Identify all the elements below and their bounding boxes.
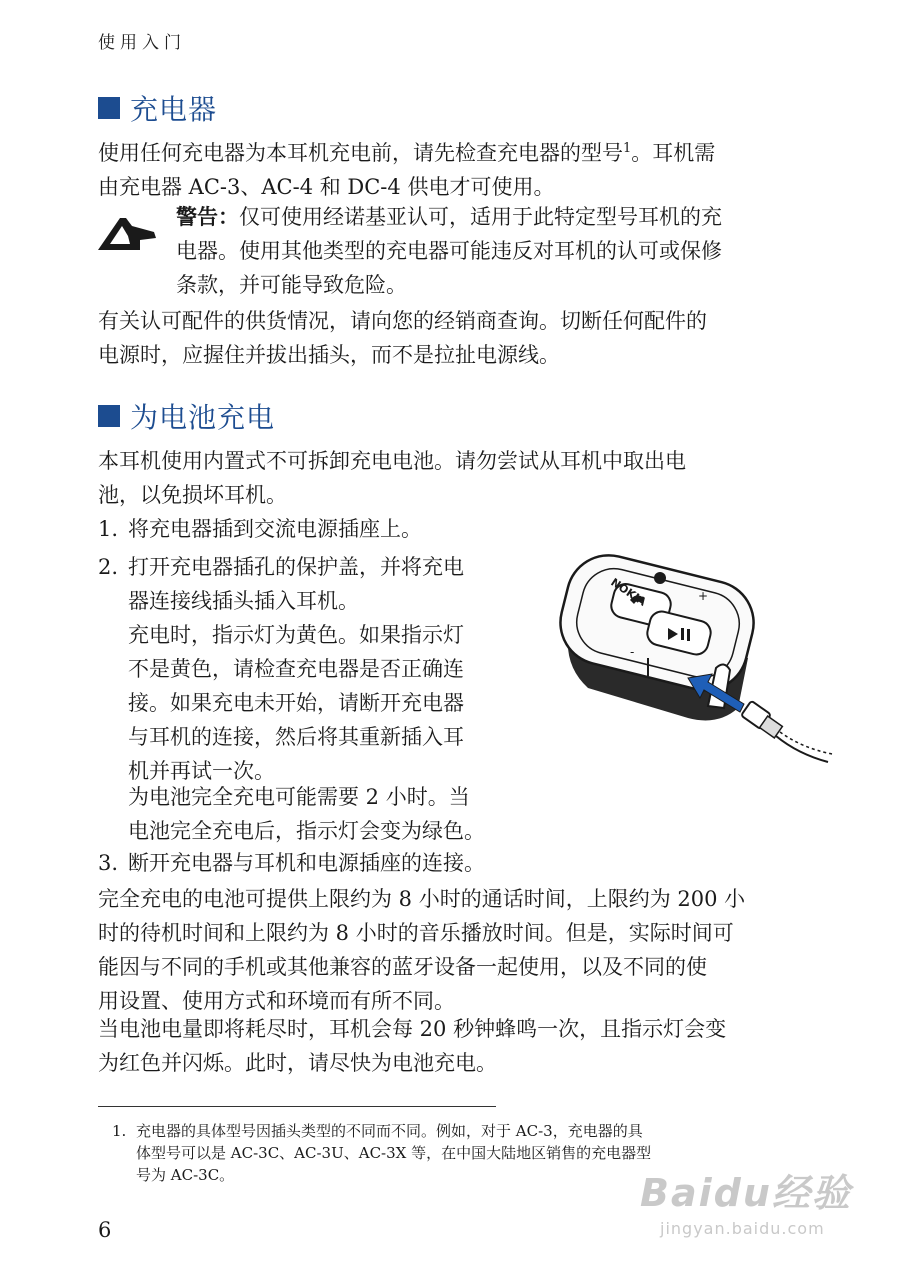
- svg-text:+: +: [698, 589, 709, 603]
- section-title-text: 为电池充电: [130, 401, 276, 434]
- footnote-line: 充电器的具体型号因插头类型的不同而不同。例如，对于 AC-3，充电器的具: [136, 1122, 643, 1140]
- headset-charging-illustration: [548, 548, 838, 768]
- step-number: 2.: [98, 555, 119, 579]
- talk-time-line: 能因与不同的手机或其他兼容的蓝牙设备一起使用，以及不同的使: [98, 955, 707, 979]
- status-line: 与耳机的连接，然后将其重新插入耳: [128, 725, 464, 749]
- accessories-line1: 有关认可配件的供货情况，请向您的经销商查询。切断任何配件的: [98, 309, 707, 333]
- watermark-logo: Baidu经验: [640, 1171, 852, 1215]
- page-number: 6: [98, 1218, 112, 1242]
- section-title-charging: [98, 396, 275, 436]
- step-text: 打开充电器插孔的保护盖，并将充电: [128, 555, 464, 579]
- heading-square-icon: [98, 97, 120, 119]
- warning-line1: [176, 200, 826, 234]
- step-2: [98, 550, 464, 618]
- battery-intro-line1: 本耳机使用内置式不可拆卸充电电池。请勿尝试从耳机中取出电: [98, 449, 686, 473]
- accessories-paragraph: [98, 304, 828, 372]
- footnote-divider: [98, 1106, 496, 1107]
- full-charge-line: 电池完全充电后，指示灯会变为绿色。: [128, 819, 485, 843]
- status-line: 不是黄色，请检查充电器是否正确连: [128, 657, 464, 681]
- footnote-ref[interactable]: 1: [623, 141, 632, 156]
- battery-intro-line2: 池，以免损坏耳机。: [98, 483, 287, 507]
- talk-time-line: 时的待机时间和上限约为 8 小时的音乐播放时间。但是，实际时间可: [98, 921, 734, 945]
- warning-text: 仅可使用经诺基亚认可，适用于此特定型号耳机的充: [239, 205, 722, 229]
- section-title-charger: [98, 88, 217, 128]
- watermark: [640, 1162, 860, 1252]
- full-charge-line: 为电池完全充电可能需要 2 小时。当: [128, 785, 470, 809]
- battery-intro: [98, 444, 828, 512]
- footnote-number: 1.: [112, 1122, 127, 1140]
- intro-text-tail: 。耳机需: [631, 141, 716, 165]
- low-battery-line: 为红色并闪烁。此时，请尽快为电池充电。: [98, 1051, 497, 1075]
- intro-text: 使用任何充电器为本耳机充电前，请先检查充电器的型号: [98, 141, 623, 165]
- step-text: 将充电器插到交流电源插座上。: [128, 517, 422, 541]
- section-title-text: 充电器: [130, 93, 218, 126]
- low-battery-line: 当电池电量即将耗尽时，耳机会每 20 秒钟蜂鸣一次，且指示灯会变: [98, 1017, 727, 1041]
- watermark-url: jingyan.baidu.com: [660, 1219, 825, 1238]
- step-number: 1.: [98, 517, 119, 541]
- step-text: 断开充电器与耳机和电源插座的连接。: [128, 851, 485, 875]
- status-line: 充电时，指示灯为黄色。如果指示灯: [128, 623, 464, 647]
- step-3: [98, 846, 485, 880]
- warning-line2: 电器。使用其他类型的充电器可能违反对耳机的认可或保修: [176, 239, 722, 263]
- warning-label: 警告：: [176, 205, 239, 229]
- device-brand-label: NOKIA: [608, 575, 649, 609]
- accessories-line2: 电源时，应握住并拔出插头，而不是拉扯电源线。: [98, 343, 560, 367]
- running-header: 使用入门: [98, 33, 186, 53]
- step-text-cont: 器连接线插头插入耳机。: [128, 589, 359, 613]
- warning-hand-icon: [96, 212, 158, 252]
- step2-charging-status: [128, 618, 548, 788]
- warning-line3: 条款，并可能导致危险。: [176, 273, 407, 297]
- step-1: [98, 512, 422, 546]
- heading-square-icon: [98, 405, 120, 427]
- charger-intro: [98, 136, 828, 204]
- status-line: 机并再试一次。: [128, 759, 275, 783]
- footnote-line: 体型号可以是 AC-3C、AC-3U、AC-3X 等，在中国大陆地区销售的充电器型: [136, 1144, 652, 1162]
- charger-intro-line1: [98, 136, 828, 170]
- svg-text:-: -: [630, 645, 635, 659]
- warning-block: [176, 200, 826, 302]
- step-number: 3.: [98, 851, 119, 875]
- talk-time-line: 完全充电的电池可提供上限约为 8 小时的通话时间，上限约为 200 小: [98, 887, 746, 911]
- footnote-line: 号为 AC-3C。: [136, 1166, 235, 1184]
- talk-time-paragraph: [98, 882, 828, 1018]
- status-line: 接。如果充电未开始，请断开充电器: [128, 691, 464, 715]
- step2-full-charge: [128, 780, 548, 848]
- talk-time-line: 用设置、使用方式和环境而有所不同。: [98, 989, 455, 1013]
- charger-intro-line2: 由充电器 AC-3、AC-4 和 DC-4 供电才可使用。: [98, 175, 555, 199]
- low-battery-paragraph: [98, 1012, 828, 1080]
